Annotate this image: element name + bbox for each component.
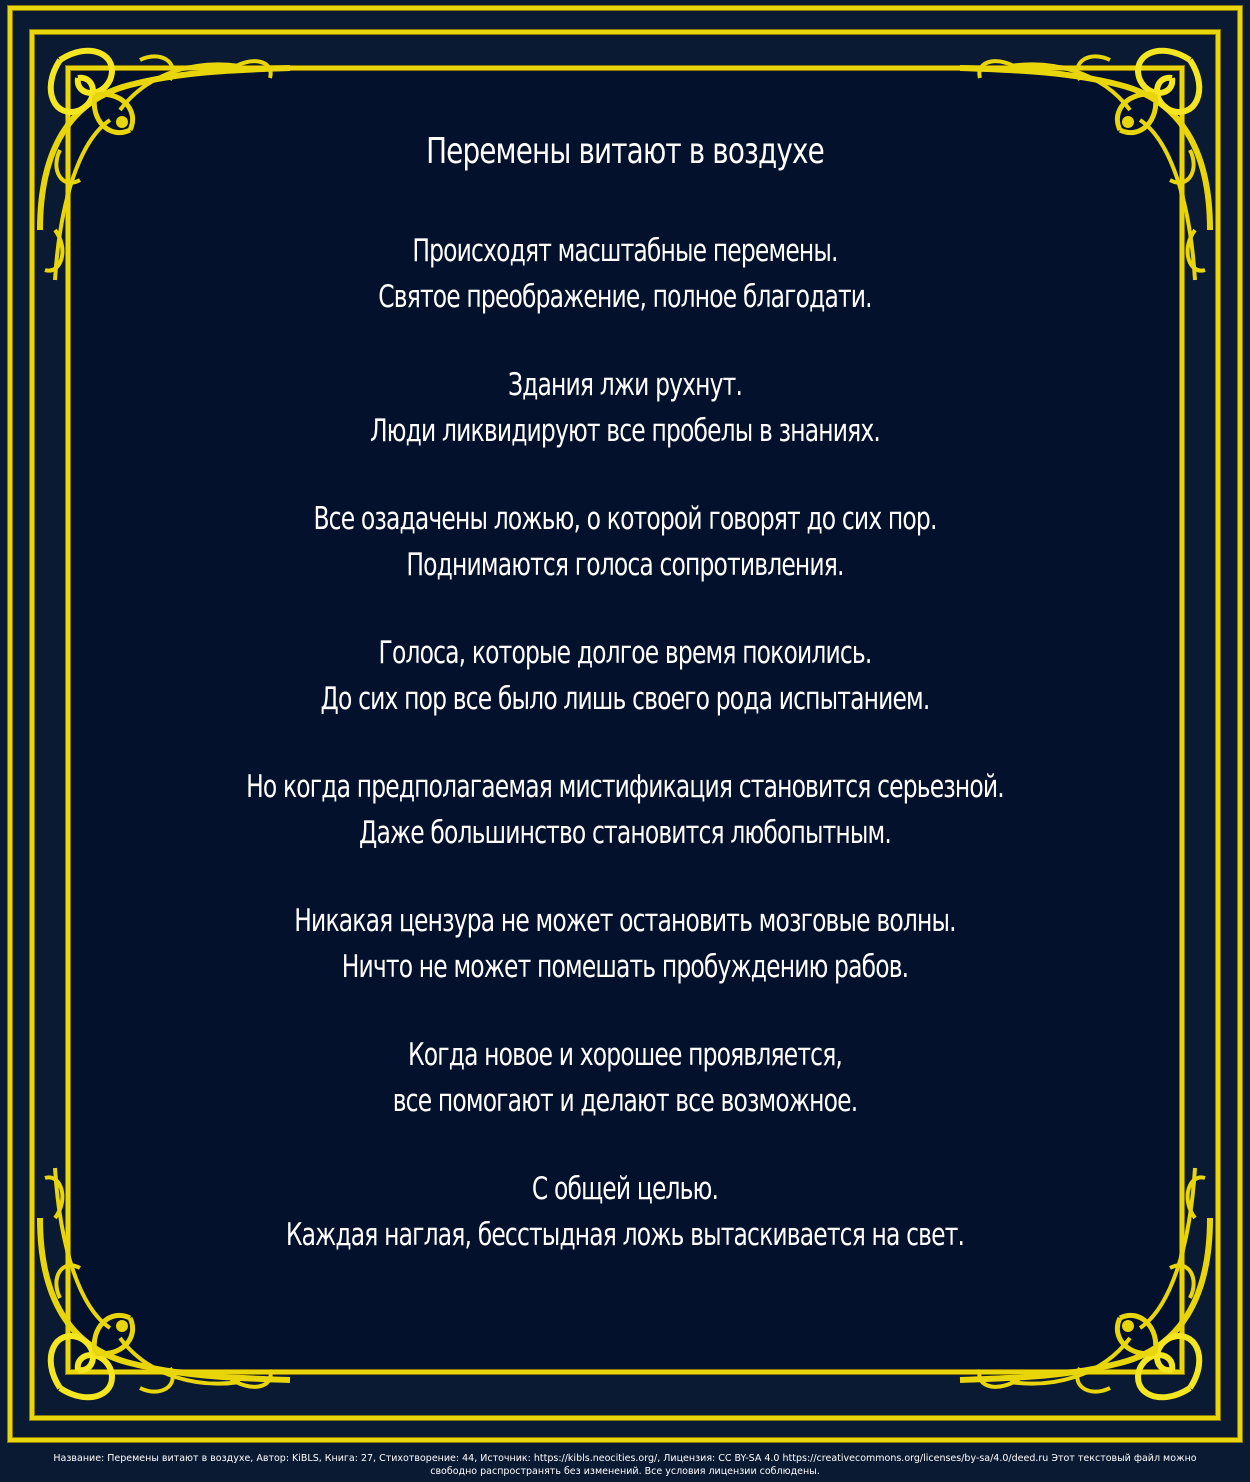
- poem-line: Голоса, которые долгое время покоились.: [378, 635, 872, 671]
- stanza: [60, 362, 1190, 454]
- poem-line: Все озадачены ложью, о которой говорят до сих пор.: [313, 501, 937, 537]
- poem-line: все помогают и делают все возможное.: [392, 1083, 858, 1119]
- poem-line: Когда новое и хорошее проявляется,: [407, 1037, 843, 1073]
- poem-line: Происходят масштабные перемены.: [412, 233, 838, 269]
- poem-line: До сих пор все было лишь своего рода испытанием.: [320, 681, 930, 717]
- footer-line: Название: Перемены витают в воздухе, Автор: KiBLS, Книга: 27, Стихотворение: 44, Источник: https://kibls.neocities.org/, Лицензия: CC BY-SA 4.0 https://creativecommons.org/licenses/by-sa/4.0/deed.ru Этот текстовый файл можно: [53, 1453, 1197, 1464]
- poem-line: Поднимаются голоса сопротивления.: [406, 547, 844, 583]
- stanza: [60, 228, 1190, 320]
- poem-line: Но когда предполагаемая мистификация становится серьезной.: [246, 769, 1004, 805]
- poem-title: Перемены витают в воздухе: [426, 131, 824, 172]
- poem: [60, 120, 1190, 1300]
- poem-line: С общей целью.: [531, 1171, 719, 1207]
- stanza: [60, 1166, 1190, 1258]
- poem-line: Ничто не может помешать пробуждению рабов.: [341, 949, 909, 985]
- poem-line: Каждая наглая, бесстыдная ложь вытаскивается на свет.: [285, 1217, 965, 1253]
- stanza: [60, 496, 1190, 588]
- stanza: [60, 630, 1190, 722]
- poem-line: Люди ликвидируют все пробелы в знаниях.: [370, 413, 880, 449]
- poem-line: Здания лжи рухнут.: [507, 367, 743, 403]
- poem-line: Святое преображение, полное благодати.: [378, 279, 872, 315]
- poem-line: Никакая цензура не может остановить мозговые волны.: [294, 903, 956, 939]
- stanza: [60, 764, 1190, 856]
- license-footer: [0, 1448, 1250, 1482]
- stanza: [60, 898, 1190, 990]
- poem-line: Даже большинство становится любопытным.: [359, 815, 891, 851]
- stanza: [60, 1032, 1190, 1124]
- footer-line: свободно распространять без изменений. Все условия лицензии соблюдены.: [430, 1466, 820, 1477]
